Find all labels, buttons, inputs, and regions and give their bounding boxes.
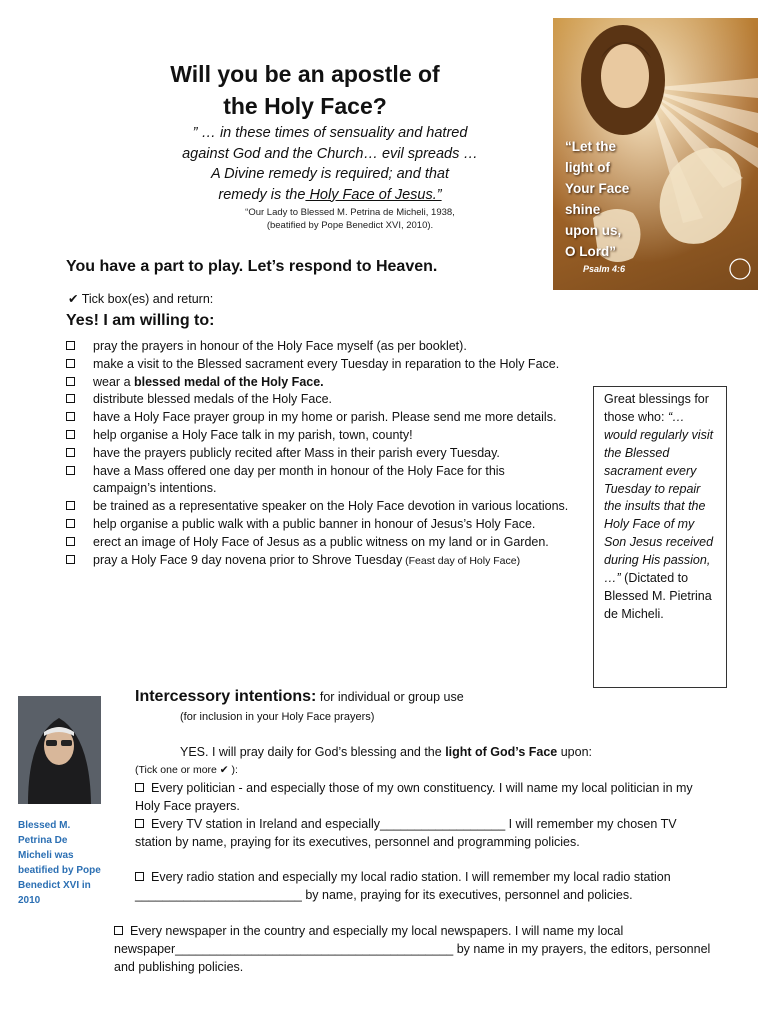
item12-note: (Feast day of Holy Face) <box>402 554 521 567</box>
checkbox[interactable] <box>66 555 75 564</box>
quote-line-3: A Divine remedy is required; and that <box>210 166 450 182</box>
checklist-item <box>66 338 626 356</box>
blessings-quote: “…would regularly visit the Blessed sacrament every Tuesday to repair the insults that the Holy Face of my Son Jesus received during His passion, …” <box>604 409 714 586</box>
checkbox[interactable] <box>66 412 75 421</box>
intention-tv <box>135 816 700 852</box>
checklist-item-text: have a Holy Face prayer group in my home or parish. Please send me more details. <box>93 410 557 425</box>
yes-statement <box>180 745 592 759</box>
checkbox[interactable] <box>66 466 75 475</box>
willing-heading: Yes! I am willing to: <box>66 312 215 329</box>
checkbox[interactable] <box>135 872 144 881</box>
intention-tv-text: Every TV station in Ireland and especially__________________ I will remember my chosen TV station by name, praying for its executives, personnel and programming policies. <box>135 817 677 849</box>
quote-holy-face: Holy Face of Jesus.” <box>305 186 442 203</box>
checkbox[interactable] <box>135 819 144 828</box>
yes-bold: light of God’s Face <box>445 745 558 759</box>
part-heading: You have a part to play. Let’s respond to Heaven. <box>66 258 438 275</box>
checklist-item <box>66 463 566 499</box>
checkbox[interactable] <box>66 501 75 510</box>
checkbox[interactable] <box>135 783 144 792</box>
blessings-outro: (Dictated to Blessed M. Pietrina de Micheli. <box>604 571 712 621</box>
hero-line: “Let the <box>565 139 617 154</box>
checkbox[interactable] <box>66 430 75 439</box>
quote-line-4-pre: remedy is the <box>218 186 306 203</box>
page-title <box>150 58 460 122</box>
quote-citation <box>200 206 500 232</box>
cite-line-1: “Our Lady to Blessed M. Petrina de Micheli, 1938, <box>245 207 455 218</box>
hero-line: O Lord” <box>565 244 616 259</box>
checklist-item-text: make a visit to the Blessed sacrament every Tuesday in reparation to the Holy Face. <box>93 356 560 371</box>
intention-radio-text: Every radio station and especially my local radio station. I will remember my local radio station ________________________ by name, praying for its executives, personnel and policies. <box>135 870 671 902</box>
checklist-item <box>66 427 626 445</box>
quote-line-4 <box>150 185 510 206</box>
hero-line: light of <box>565 160 610 175</box>
inclusion-note: (for inclusion in your Holy Face prayers) <box>180 711 375 723</box>
cite-line-2: (beatified by Pope Benedict XVI, 2010). <box>266 220 434 231</box>
intention-newspaper <box>114 923 714 976</box>
check-icon: ✔ <box>68 292 79 306</box>
tick-one-note: (Tick one or more ✔ ): <box>135 764 238 776</box>
hero-line: Your Face <box>565 181 630 196</box>
item3-pre: wear a <box>93 374 134 389</box>
checkbox[interactable] <box>66 448 75 457</box>
opening-quote <box>150 123 510 205</box>
portrait-caption: Blessed M. Petrina De Micheli was beatified by Pope Benedict XVI in 2010 <box>18 820 101 906</box>
quote-line-2: against God and the Church… evil spreads … <box>182 145 478 162</box>
title-line-2: the Holy Face? <box>223 93 387 119</box>
checklist-item-text <box>93 374 626 392</box>
checklist-item-text: distribute blessed medals of the Holy Face. <box>93 392 333 407</box>
tick-instruction-text: Tick box(es) and return: <box>78 292 214 306</box>
checklist-item-text: help organise a Holy Face talk in my parish, town, county! <box>93 427 413 442</box>
checkbox[interactable] <box>66 394 75 403</box>
checklist-item-text: have the prayers publicly recited after Mass in their parish every Tuesday. <box>93 445 500 460</box>
checkbox[interactable] <box>66 377 75 386</box>
checklist-item <box>66 374 626 392</box>
item12-text: pray a Holy Face 9 day novena prior to Shrove Tuesday <box>93 552 403 567</box>
blessings-box <box>593 386 727 688</box>
hero-verse <box>565 136 629 262</box>
checklist-item <box>66 534 556 552</box>
intention-politician <box>135 780 700 816</box>
tick-instruction <box>68 291 213 306</box>
checklist-item-text: pray the prayers in honour of the Holy Face myself (as per booklet). <box>93 339 467 353</box>
checklist-item <box>66 409 571 427</box>
blessings-intro: Great blessings for those who: <box>604 392 709 424</box>
intercessory-heading <box>135 688 464 706</box>
intention-newspaper-text: Every newspaper in the country and especially my local newspapers. I will name my local newspaper________________________________________ by name in my prayers, the editors, personnel and publishing policies. <box>114 924 711 974</box>
yes-pre: YES. I will pray daily for God’s blessing and the <box>180 745 446 759</box>
nun-portrait-illustration <box>18 696 101 804</box>
intercessory-sub: for individual or group use <box>316 690 464 704</box>
checkbox[interactable] <box>66 341 75 350</box>
psalm-reference: Psalm 4:6 <box>583 264 626 274</box>
checklist-item-text: have a Mass offered one day per month in honour of the Holy Face for this campaign’s intentions. <box>93 463 505 496</box>
intention-radio <box>135 869 700 905</box>
checklist-item-text: help organise a public walk with a public banner in honour of Jesus’s Holy Face. <box>93 516 536 531</box>
title-line-1: Will you be an apostle of <box>170 61 440 87</box>
quote-line-1: ” … in these times of sensuality and hatred <box>192 125 468 141</box>
checklist-item <box>66 356 626 374</box>
yes-post: upon: <box>557 745 592 759</box>
portrait-image <box>18 696 101 804</box>
checklist-item <box>66 516 556 534</box>
intention-politician-text: Every politician - and especially those of my own constituency. I will name my local politician in my Holy Face prayers. <box>135 781 693 813</box>
checklist-item <box>66 552 626 571</box>
checkbox[interactable] <box>66 537 75 546</box>
hero-line: upon us, <box>565 223 622 238</box>
checklist-item <box>66 498 576 516</box>
checklist-item <box>66 391 626 409</box>
checkbox[interactable] <box>114 926 123 935</box>
item3-bold: blessed medal of the Holy Face. <box>134 374 324 389</box>
checklist-item <box>66 445 626 463</box>
checklist-item-text: be trained as a representative speaker on the Holy Face devotion in various locations. <box>93 499 569 514</box>
checklist-item-text: erect an image of Holy Face of Jesus as a public witness on my land or in Garden. <box>93 534 549 549</box>
checkbox[interactable] <box>66 359 75 368</box>
checkbox[interactable] <box>66 519 75 528</box>
checklist-item-text <box>93 552 626 571</box>
willing-checklist <box>66 338 626 570</box>
hero-line: shine <box>565 202 601 217</box>
holy-face-image <box>553 18 758 290</box>
intercessory-title: Intercessory intentions: <box>135 688 317 705</box>
